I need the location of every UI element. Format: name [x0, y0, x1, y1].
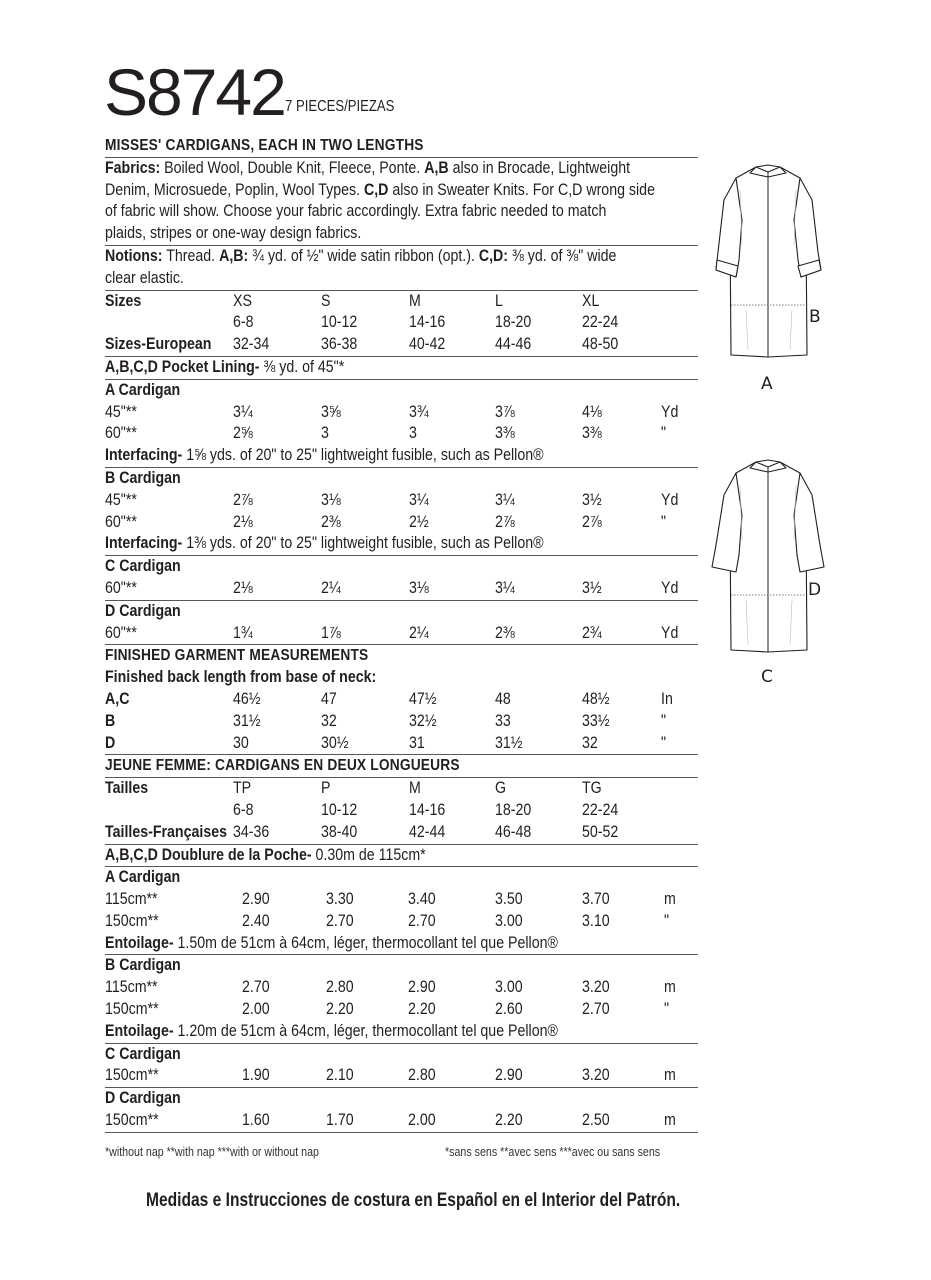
size-cell: 32-34: [233, 335, 270, 354]
fabric-width: 60"**: [105, 424, 137, 443]
fabrics-section: [105, 158, 698, 245]
metrage-cell: 1.70: [326, 1111, 354, 1130]
view-label: A,C: [105, 689, 130, 708]
metrage-cell: 2.70: [582, 1000, 610, 1019]
size-cell: TP: [233, 779, 252, 798]
interfacing-text: 1⅝ yds. of 20" to 25" lightweight fusible, such as Pellon®: [182, 446, 544, 465]
garment-illustration-ab: [706, 160, 831, 365]
tailles-table: [105, 778, 698, 843]
divider: [105, 1132, 698, 1133]
view-c-yardage: [105, 556, 698, 600]
entoilage-label: Entoilage-: [105, 933, 174, 952]
metrage-cell: 3.10: [582, 911, 610, 930]
yardage-row: [105, 423, 698, 445]
entoilage: [105, 933, 698, 955]
footnote-french: *sans sens **avec sens ***avec ou sans sens: [445, 1144, 661, 1159]
view-title: B Cardigan: [105, 956, 181, 975]
fabric-width: 150cm**: [105, 1000, 159, 1019]
size-cell: 14-16: [409, 800, 446, 819]
fabrics-text: Denim, Microsuede, Poplin, Wool Types.: [105, 180, 364, 199]
size-cell: 40-42: [409, 335, 446, 354]
fabric-width: 60"**: [105, 623, 137, 642]
spanish-note: Medidas e Instrucciones de costura en Español en el Interior del Patrón.: [146, 1190, 681, 1211]
metrage-cell: 1.60: [242, 1111, 270, 1130]
yardage-cell: 2⅞: [495, 512, 515, 531]
notions-text: Thread.: [162, 246, 220, 265]
view-ref: C,D:: [478, 246, 509, 265]
metrage-cell: 3.70: [582, 890, 610, 909]
finished-row: [105, 689, 698, 711]
metrage-cell: 2.70: [242, 978, 270, 997]
size-cell: 36-38: [321, 335, 358, 354]
yardage-row: [105, 578, 698, 600]
entoilage-label: Entoilage-: [105, 1021, 174, 1040]
view-b-yardage: [105, 468, 698, 555]
sizes-european-row: [105, 334, 698, 356]
yardage-cell: 3⅛: [409, 578, 429, 597]
fabrics-text: also in Brocade, Lightweight: [448, 158, 631, 177]
unit-cell: ": [661, 512, 667, 531]
view-label: D: [105, 733, 116, 752]
view-label: B: [105, 711, 116, 730]
unit-cell: Yd: [661, 490, 679, 509]
footnote-english: *without nap **with nap ***with or without nap: [105, 1144, 319, 1159]
unit-cell: m: [664, 1066, 676, 1085]
yardage-cell: 3⅝: [321, 402, 341, 421]
yardage-cell: 2½: [409, 512, 429, 531]
finished-title: FINISHED GARMENT MEASUREMENTS: [105, 647, 369, 665]
yardage-cell: 3¾: [409, 402, 429, 421]
view-a-metrage: [105, 867, 698, 954]
size-cell: 38-40: [321, 822, 358, 841]
english-title: MISSES' CARDIGANS, EACH IN TWO LENGTHS: [105, 137, 424, 154]
measure-cell: 30½: [321, 733, 349, 752]
yardage-cell: 3⅞: [495, 402, 515, 421]
view-label-a: A: [761, 374, 773, 394]
size-cell: G: [495, 779, 507, 798]
yardage-cell: 2⅞: [233, 490, 253, 509]
fabric-width: 60"**: [105, 578, 137, 597]
metrage-cell: 2.70: [326, 911, 354, 930]
fabrics-text: Boiled Wool, Double Knit, Fleece, Ponte.: [164, 158, 425, 177]
measure-cell: 31½: [495, 733, 523, 752]
view-title: A Cardigan: [105, 380, 181, 399]
interfacing: [105, 445, 698, 467]
view-title: D Cardigan: [105, 601, 181, 620]
doublure-poche: [105, 845, 698, 867]
yardage-cell: 4⅛: [582, 402, 602, 421]
measure-cell: 33½: [582, 711, 610, 730]
entoilage-text: 1.50m de 51cm à 64cm, léger, thermocollant tel que Pellon®: [173, 933, 558, 952]
view-label-b: B: [809, 307, 821, 327]
fabrics-label: Fabrics:: [105, 158, 161, 177]
yardage-cell: 3: [321, 424, 329, 443]
yardage-row: [105, 490, 698, 512]
metrage-cell: 2.90: [495, 1066, 523, 1085]
metrage-cell: 3.30: [326, 890, 354, 909]
fabric-width: 60"**: [105, 512, 137, 531]
size-cell: 10-12: [321, 313, 358, 332]
metrage-cell: 2.80: [326, 978, 354, 997]
tailles-row: [105, 778, 698, 800]
notions-text: ⅜ yd. of ⅜" wide: [508, 246, 617, 265]
measure-cell: 33: [495, 711, 511, 730]
finished-row: [105, 733, 698, 755]
metrage-cell: 2.70: [408, 911, 436, 930]
fabric-width: 45"**: [105, 402, 137, 421]
unit-cell: m: [664, 890, 676, 909]
yardage-cell: 3¼: [495, 490, 515, 509]
yardage-cell: 2⅛: [233, 578, 253, 597]
metrage-cell: 2.80: [408, 1066, 436, 1085]
yardage-cell: 2⅞: [582, 512, 602, 531]
pattern-number: S8742: [104, 55, 285, 129]
size-cell: S: [321, 291, 331, 310]
metrage-cell: 3.50: [495, 890, 523, 909]
yardage-cell: 3: [409, 424, 417, 443]
yardage-cell: 1¾: [233, 623, 253, 642]
measure-cell: 30: [233, 733, 249, 752]
size-cell: 6-8: [233, 800, 254, 819]
unit-cell: In: [661, 689, 673, 708]
size-cell: TG: [582, 779, 602, 798]
size-cell: 34-36: [233, 822, 270, 841]
tailles-francaises-label: Tailles-Françaises: [105, 822, 227, 841]
view-d-metrage: [105, 1088, 698, 1132]
notions-text: clear elastic.: [105, 268, 184, 287]
view-title: B Cardigan: [105, 468, 181, 487]
measure-cell: 32: [582, 733, 598, 752]
measure-cell: 31½: [233, 711, 261, 730]
pieces-count: 7 PIECES/PIEZAS: [285, 98, 395, 115]
yardage-cell: 3½: [582, 578, 602, 597]
fabric-width: 150cm**: [105, 911, 159, 930]
size-cell: 50-52: [582, 822, 619, 841]
metrage-cell: 3.20: [582, 1066, 610, 1085]
fabric-width: 115cm**: [105, 890, 158, 909]
size-cell: XS: [233, 291, 252, 310]
pattern-info-column: [105, 135, 698, 1133]
interfacing-label: Interfacing-: [105, 446, 183, 465]
view-b-metrage: [105, 955, 698, 1042]
entoilage: [105, 1021, 698, 1043]
metrage-cell: 2.00: [408, 1111, 436, 1130]
unit-cell: m: [664, 978, 676, 997]
metrage-cell: 2.20: [408, 1000, 436, 1019]
doublure-label: A,B,C,D Doublure de la Poche-: [105, 845, 312, 864]
measure-cell: 46½: [233, 689, 261, 708]
tailles-number-row: [105, 800, 698, 822]
metrage-row: [105, 911, 698, 933]
yardage-cell: 1⅞: [321, 623, 341, 642]
interfacing-text: 1⅜ yds. of 20" to 25" lightweight fusible, such as Pellon®: [182, 534, 544, 553]
size-cell: P: [321, 779, 331, 798]
yardage-cell: 2⅜: [495, 623, 515, 642]
finished-subtitle: Finished back length from base of neck:: [105, 668, 377, 687]
unit-cell: ": [664, 1000, 670, 1019]
unit-cell: ": [661, 424, 667, 443]
measure-cell: 47½: [409, 689, 437, 708]
size-cell: 18-20: [495, 800, 532, 819]
yardage-cell: 3⅜: [582, 424, 602, 443]
metrage-cell: 2.20: [326, 1000, 354, 1019]
size-cell: 48-50: [582, 335, 619, 354]
unit-cell: m: [664, 1111, 676, 1130]
yardage-cell: 2¾: [582, 623, 602, 642]
metrage-cell: 2.00: [242, 1000, 270, 1019]
measure-cell: 31: [409, 733, 425, 752]
garment-illustration-cd: [706, 455, 831, 660]
view-a-yardage: [105, 380, 698, 467]
tailles-label: Tailles: [105, 779, 149, 798]
pocket-lining: [105, 357, 698, 379]
fabrics-text: of fabric will show. Choose your fabric accordingly. Extra fabric needed to match: [105, 202, 607, 221]
metrage-row: [105, 1065, 698, 1087]
size-cell: 46-48: [495, 822, 532, 841]
measure-cell: 48½: [582, 689, 610, 708]
fabric-width: 150cm**: [105, 1111, 159, 1130]
unit-cell: Yd: [661, 578, 679, 597]
yardage-cell: 3⅜: [495, 424, 515, 443]
size-cell: 44-46: [495, 335, 532, 354]
metrage-row: [105, 977, 698, 999]
yardage-cell: 2⅛: [233, 512, 253, 531]
french-title: JEUNE FEMME: CARDIGANS EN DEUX LONGUEURS: [105, 757, 460, 775]
pocket-lining-text: ⅜ yd. of 45"*: [259, 357, 345, 376]
fabric-width: 115cm**: [105, 978, 158, 997]
view-title: D Cardigan: [105, 1089, 181, 1108]
view-ref: A,B:: [219, 246, 249, 265]
size-cell: 6-8: [233, 313, 254, 332]
metrage-row: [105, 889, 698, 911]
sizes-label: Sizes: [105, 291, 142, 310]
metrage-cell: 2.40: [242, 911, 270, 930]
entoilage-text: 1.20m de 51cm à 64cm, léger, thermocollant tel que Pellon®: [173, 1021, 558, 1040]
metrage-cell: 1.90: [242, 1066, 270, 1085]
unit-cell: Yd: [661, 623, 679, 642]
yardage-cell: 2⅜: [321, 512, 341, 531]
view-label-d: D: [808, 580, 822, 600]
view-ref: C,D: [363, 180, 389, 199]
doublure-text: 0.30m de 115cm*: [311, 845, 426, 864]
size-cell: 22-24: [582, 800, 619, 819]
yardage-cell: 2¼: [321, 578, 341, 597]
yardage-row: [105, 623, 698, 645]
size-cell: L: [495, 291, 503, 310]
size-cell: M: [409, 779, 421, 798]
yardage-cell: 3¼: [409, 490, 429, 509]
yardage-cell: 3⅛: [321, 490, 341, 509]
metrage-cell: 3.20: [582, 978, 610, 997]
metrage-cell: 2.90: [242, 890, 270, 909]
view-title: A Cardigan: [105, 868, 181, 887]
metrage-row: [105, 999, 698, 1021]
view-title: C Cardigan: [105, 557, 181, 576]
notions-section: [105, 246, 698, 290]
view-title: C Cardigan: [105, 1044, 181, 1063]
metrage-cell: 3.00: [495, 978, 523, 997]
unit-cell: Yd: [661, 402, 679, 421]
size-cell: 18-20: [495, 313, 532, 332]
fabrics-text: plaids, stripes or one-way design fabrics.: [105, 224, 362, 243]
pocket-lining-label: A,B,C,D Pocket Lining-: [105, 357, 260, 376]
yardage-row: [105, 402, 698, 424]
fabric-width: 150cm**: [105, 1066, 159, 1085]
interfacing-label: Interfacing-: [105, 534, 183, 553]
metrage-cell: 2.50: [582, 1111, 610, 1130]
metrage-cell: 2.20: [495, 1111, 523, 1130]
unit-cell: ": [664, 911, 670, 930]
size-cell: 22-24: [582, 313, 619, 332]
sizes-table: [105, 291, 698, 356]
metrage-row: [105, 1110, 698, 1132]
yardage-cell: 3¼: [233, 402, 253, 421]
unit-cell: ": [661, 733, 667, 752]
size-cell: 42-44: [409, 822, 446, 841]
metrage-cell: 3.00: [495, 911, 523, 930]
metrage-cell: 2.90: [408, 978, 436, 997]
measure-cell: 47: [321, 689, 337, 708]
view-c-metrage: [105, 1044, 698, 1088]
finished-row: [105, 711, 698, 733]
measure-cell: 48: [495, 689, 511, 708]
yardage-cell: 3¼: [495, 578, 515, 597]
fabric-width: 45"**: [105, 490, 137, 509]
view-label-c: C: [761, 667, 773, 687]
measure-cell: 32½: [409, 711, 437, 730]
sizes-number-row: [105, 312, 698, 334]
view-d-yardage: [105, 601, 698, 645]
fabrics-text: also in Sweater Knits. For C,D wrong side: [388, 180, 655, 199]
measure-cell: 32: [321, 711, 337, 730]
notions-text: ¾ yd. of ½" wide satin ribbon (opt.).: [248, 246, 479, 265]
metrage-cell: 3.40: [408, 890, 436, 909]
yardage-cell: 3½: [582, 490, 602, 509]
notions-label: Notions:: [105, 246, 163, 265]
sizes-row: [105, 291, 698, 313]
size-cell: M: [409, 291, 421, 310]
view-ref: A,B: [424, 158, 449, 177]
finished-measurements: [105, 645, 698, 754]
interfacing: [105, 533, 698, 555]
tailles-francaises-row: [105, 822, 698, 844]
yardage-row: [105, 512, 698, 534]
sizes-european-label: Sizes-European: [105, 335, 212, 354]
size-cell: 14-16: [409, 313, 446, 332]
yardage-cell: 2⅝: [233, 424, 253, 443]
metrage-cell: 2.60: [495, 1000, 523, 1019]
metrage-cell: 2.10: [326, 1066, 354, 1085]
size-cell: 10-12: [321, 800, 358, 819]
size-cell: XL: [582, 291, 600, 310]
yardage-cell: 2¼: [409, 623, 429, 642]
unit-cell: ": [661, 711, 667, 730]
